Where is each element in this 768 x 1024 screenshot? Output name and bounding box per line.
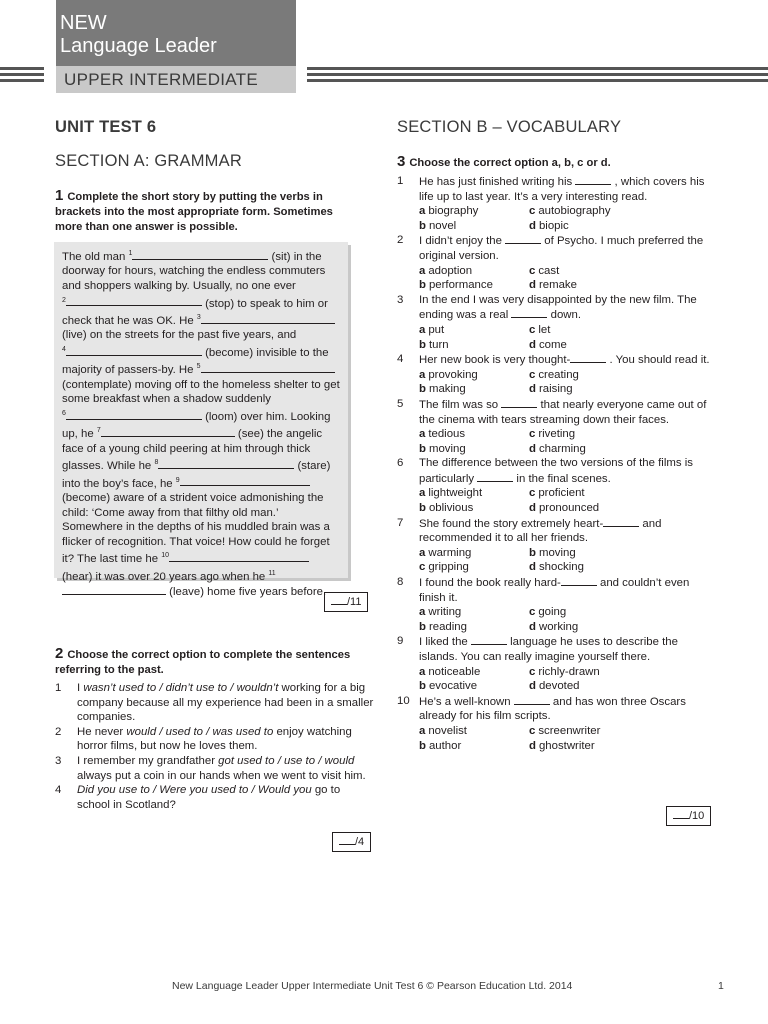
option-text: pronounced xyxy=(538,502,600,515)
question-text-pre: He never xyxy=(77,725,127,738)
question-body xyxy=(419,575,717,634)
story-text: (become) invisible to the majority of passers-by. He xyxy=(62,346,329,377)
question-text-pre: I didn’t enjoy the xyxy=(419,235,506,248)
option-text: richly-drawn xyxy=(538,665,600,678)
gap-number: 5 xyxy=(196,363,201,371)
question-text-pre: She found the story extremely heart- xyxy=(419,517,604,530)
option-text: noticeable xyxy=(428,665,481,678)
question-item xyxy=(397,575,717,634)
answer-blank[interactable] xyxy=(501,397,537,408)
question-number: 3 xyxy=(397,293,404,306)
option-c[interactable] xyxy=(529,323,639,338)
question-number: 6 xyxy=(397,457,404,470)
option-letter: d xyxy=(529,383,536,396)
option-text: adoption xyxy=(428,264,473,277)
gap-4-blank[interactable] xyxy=(66,345,202,356)
option-text: moving xyxy=(428,442,466,455)
option-b[interactable] xyxy=(419,501,529,516)
option-letter: d xyxy=(529,739,536,752)
brand-logo xyxy=(56,0,296,66)
question-body xyxy=(419,694,717,753)
question-text xyxy=(419,516,717,546)
exercise-3-score-box xyxy=(666,806,711,826)
option-c[interactable] xyxy=(529,486,639,501)
option-letter: b xyxy=(529,546,536,559)
question-body xyxy=(419,516,717,575)
question-text-post: always put a coin in our hands when we went to visit him. xyxy=(77,769,366,782)
option-letter: b xyxy=(419,338,426,351)
option-c[interactable] xyxy=(529,665,639,680)
option-letter: b xyxy=(419,620,426,633)
option-c[interactable] xyxy=(529,605,639,620)
story-text: (leave) home five years before. xyxy=(166,586,327,599)
option-a[interactable] xyxy=(419,204,529,219)
story-text: (contemplate) moving off to the homeless shelter to get some breakfast when a shadow suddenly xyxy=(62,378,340,406)
story-text: (see) the angelic face of a young child peering at him through thick glasses. While he xyxy=(62,428,323,473)
question-text xyxy=(419,233,717,263)
option-a[interactable] xyxy=(419,368,529,383)
option-text: remake xyxy=(538,279,577,292)
gap-number: 1 xyxy=(128,250,133,257)
question-text-pre: I xyxy=(77,682,84,694)
option-a[interactable] xyxy=(419,323,529,338)
option-text: ghostwriter xyxy=(538,739,595,752)
exercise-2-instruction xyxy=(55,646,360,678)
gap-9-blank[interactable] xyxy=(180,475,310,486)
answer-blank[interactable] xyxy=(505,233,541,244)
option-d[interactable] xyxy=(529,382,639,397)
gap-number: 7 xyxy=(96,427,101,435)
option-a[interactable] xyxy=(419,665,529,680)
question-number: 2 xyxy=(397,234,404,247)
question-text-pre: He has just finished writing his xyxy=(419,176,576,188)
exercise-1-instruction xyxy=(55,188,360,235)
question-body xyxy=(419,293,717,352)
question-text-post: in the final scenes. xyxy=(513,472,611,485)
story-text: (stare) into the boy’s face, he xyxy=(62,460,331,490)
story-box xyxy=(54,242,348,599)
question-text xyxy=(77,682,373,723)
option-letter: c xyxy=(529,606,536,619)
option-b[interactable] xyxy=(419,278,529,293)
option-a[interactable] xyxy=(419,264,529,279)
story-text: The old man xyxy=(62,250,129,263)
option-b[interactable] xyxy=(419,338,529,353)
gap-number: 4 xyxy=(62,345,66,353)
question-item xyxy=(397,456,717,515)
story-text: (hear) it was over 20 years ago when he xyxy=(62,570,269,583)
question-text-post: and recommended it to all her friends. xyxy=(419,517,662,545)
story-text: (stop) to speak to him or check that he was OK. He xyxy=(62,297,328,327)
question-text-pre: He’s a well-known xyxy=(419,695,514,708)
exercise-2-instruction-text: Choose the correct option to complete the sentences referring to the past. xyxy=(55,649,351,676)
option-b[interactable] xyxy=(419,442,529,457)
question-text-post: of Psycho. I much preferred the original version. xyxy=(419,235,704,262)
question-body xyxy=(419,174,717,233)
answer-options[interactable]: would / used to / was used to xyxy=(126,725,274,738)
option-d[interactable] xyxy=(529,620,639,635)
section-b-title: SECTION B – VOCABULARY xyxy=(397,118,622,136)
exercise-3-score: /10 xyxy=(689,810,705,822)
exercise-3-list xyxy=(397,174,717,753)
question-item xyxy=(397,174,717,233)
score-blank xyxy=(339,834,355,845)
option-text: devoted xyxy=(538,680,580,693)
question-item xyxy=(397,233,717,292)
option-d[interactable] xyxy=(529,278,639,293)
page-number: 1 xyxy=(718,980,724,992)
option-a[interactable] xyxy=(419,427,529,442)
gap-3-blank[interactable] xyxy=(201,313,335,324)
option-letter: a xyxy=(419,665,426,678)
exercise-1-score-box xyxy=(324,592,368,612)
question-item xyxy=(55,754,375,783)
question-item xyxy=(397,694,717,753)
option-b[interactable] xyxy=(419,620,529,635)
question-text-post: working for a big company because all my experience had been in a smaller companies. xyxy=(77,682,374,724)
question-text-post: , which covers his life up to last year. It’s a very interesting read. xyxy=(419,176,705,203)
gap-8-blank[interactable] xyxy=(158,458,294,469)
question-text xyxy=(77,784,340,811)
option-letter: b xyxy=(419,739,426,752)
option-d[interactable] xyxy=(529,338,639,353)
answer-blank[interactable] xyxy=(603,516,639,527)
answer-options[interactable]: got used to / use to / would xyxy=(218,754,355,767)
option-c[interactable] xyxy=(529,427,639,442)
option-text: evocative xyxy=(428,680,478,693)
answer-blank[interactable] xyxy=(471,634,507,645)
question-text-pre: I liked the xyxy=(419,636,471,649)
gap-number: 11 xyxy=(268,569,276,577)
option-text: autobiography xyxy=(538,205,611,218)
option-text: making xyxy=(428,383,466,396)
option-text: going xyxy=(538,606,567,619)
option-letter: d xyxy=(529,561,536,574)
option-letter: d xyxy=(529,620,536,633)
option-letter: a xyxy=(419,205,426,218)
option-text: oblivious xyxy=(428,502,474,515)
gap-number: 8 xyxy=(154,459,159,467)
question-item xyxy=(55,725,375,754)
question-body xyxy=(419,634,717,693)
option-text: creating xyxy=(538,368,579,381)
option-letter: a xyxy=(419,368,426,381)
option-letter: a xyxy=(419,606,426,619)
option-d[interactable] xyxy=(529,560,639,575)
gap-11-blank[interactable] xyxy=(62,584,166,595)
option-letter: d xyxy=(529,279,536,292)
option-text: lightweight xyxy=(428,487,483,500)
gap-7-blank[interactable] xyxy=(101,426,235,437)
question-number: 8 xyxy=(397,576,404,589)
score-blank xyxy=(331,594,347,605)
option-grid xyxy=(419,486,717,515)
story-text: (live) on the streets for the past five years, and xyxy=(62,329,297,342)
option-letter: c xyxy=(529,724,536,737)
exercise-2-score-box xyxy=(332,832,371,852)
exercise-2-number: 2 xyxy=(55,645,64,662)
option-text: riveting xyxy=(538,428,576,441)
question-text xyxy=(77,755,366,782)
option-b[interactable] xyxy=(419,219,529,234)
option-letter: b xyxy=(419,502,426,515)
question-number: 7 xyxy=(397,516,404,529)
option-letter: c xyxy=(529,665,536,678)
option-text: working xyxy=(538,620,579,633)
header-stripes-right xyxy=(307,67,768,85)
option-text: screenwriter xyxy=(538,724,601,737)
question-body xyxy=(419,352,717,397)
answer-options[interactable]: Did you use to / Were you used to / Would you xyxy=(77,784,312,797)
option-letter: b xyxy=(419,442,426,455)
question-text xyxy=(419,456,717,486)
option-text: put xyxy=(428,323,445,336)
option-grid xyxy=(419,724,717,753)
option-a[interactable] xyxy=(419,605,529,620)
option-letter: b xyxy=(419,383,426,396)
question-text xyxy=(419,575,717,605)
story-text: (loom) over him. Looking up, he xyxy=(62,410,331,441)
answer-blank[interactable] xyxy=(575,174,611,185)
option-text: proficient xyxy=(538,487,585,500)
option-b[interactable] xyxy=(419,679,529,694)
option-text: cast xyxy=(538,264,560,277)
option-letter: b xyxy=(419,680,426,693)
question-text xyxy=(419,352,717,368)
question-number: 9 xyxy=(397,635,404,648)
option-text: warming xyxy=(428,546,472,559)
option-d[interactable] xyxy=(529,442,639,457)
option-letter: d xyxy=(529,338,536,351)
exercise-2-list xyxy=(55,681,375,812)
option-text: moving xyxy=(538,546,576,559)
option-text: author xyxy=(428,739,462,752)
exercise-2-score: /4 xyxy=(355,836,365,848)
question-text xyxy=(77,726,352,753)
answer-blank[interactable] xyxy=(514,694,550,705)
question-text-pre: The film was so xyxy=(419,398,502,411)
option-a[interactable] xyxy=(419,724,529,739)
option-d[interactable] xyxy=(529,501,639,516)
gap-2-blank[interactable] xyxy=(66,295,202,306)
exercise-1-instruction-text: Complete the short story by putting the verbs in brackets into the most appropriate form. Sometimes more than one answer is possible. xyxy=(55,191,333,233)
question-text xyxy=(419,397,717,427)
option-letter: a xyxy=(419,428,426,441)
option-letter: c xyxy=(529,323,536,336)
option-grid xyxy=(419,427,717,456)
score-blank xyxy=(673,808,689,819)
exercise-1-score: /11 xyxy=(347,596,362,608)
option-grid xyxy=(419,264,717,293)
option-grid xyxy=(419,368,717,397)
answer-blank[interactable] xyxy=(570,352,606,363)
question-body xyxy=(419,456,717,515)
gap-6-blank[interactable] xyxy=(66,409,202,420)
question-text xyxy=(419,174,717,204)
question-text-pre: Her new book is very thought- xyxy=(419,354,571,367)
question-text-post: go to school in Scotland? xyxy=(77,784,341,811)
option-text: provoking xyxy=(428,368,478,381)
question-text-post: and has won three Oscars already for his film scripts. xyxy=(419,695,686,723)
question-number: 4 xyxy=(55,784,62,797)
option-letter: d xyxy=(529,219,536,232)
question-item xyxy=(397,397,717,456)
question-text xyxy=(419,694,717,724)
option-a[interactable] xyxy=(419,486,529,501)
option-text: tedious xyxy=(428,428,466,441)
option-a[interactable] xyxy=(419,546,529,561)
question-number: 10 xyxy=(397,694,410,707)
question-text-post: that nearly everyone came out of the cinema with tears streaming down their faces. xyxy=(419,398,707,426)
option-text: charming xyxy=(538,442,586,455)
question-text xyxy=(419,293,717,323)
question-number: 5 xyxy=(397,397,404,410)
question-item xyxy=(55,783,375,812)
option-letter: d xyxy=(529,442,536,455)
option-letter: c xyxy=(529,368,536,381)
exercise-3-number: 3 xyxy=(397,153,406,170)
option-c[interactable] xyxy=(529,724,639,739)
answer-blank[interactable] xyxy=(477,471,513,482)
option-text: novel xyxy=(428,219,457,232)
question-text-post: language he uses to describe the islands. You can really imagine yourself there. xyxy=(419,636,678,663)
gap-1-blank[interactable] xyxy=(132,249,268,260)
brand-line-1: NEW xyxy=(60,12,107,34)
option-text: writing xyxy=(428,606,462,619)
exercise-3-instruction-text: Choose the correct option a, b, c or d. xyxy=(409,157,611,169)
option-letter: c xyxy=(419,561,426,574)
option-b[interactable] xyxy=(529,546,639,561)
gap-number: 10 xyxy=(161,552,169,560)
option-letter: a xyxy=(419,323,426,336)
option-text: novelist xyxy=(428,724,467,737)
option-text: shocking xyxy=(538,561,584,574)
question-number: 1 xyxy=(397,175,404,187)
option-c[interactable] xyxy=(529,204,639,219)
option-letter: a xyxy=(419,724,426,737)
gap-number: 9 xyxy=(175,476,180,484)
exercise-3-instruction xyxy=(397,154,727,171)
option-grid xyxy=(419,204,717,233)
option-letter: c xyxy=(529,487,536,500)
option-letter: c xyxy=(529,428,536,441)
question-text-pre: The difference between the two versions of the films is particularly xyxy=(419,457,693,485)
question-text-post: enjoy watching horror films, but now he loves them. xyxy=(77,725,352,753)
option-letter: b xyxy=(419,219,426,232)
option-c[interactable] xyxy=(529,264,639,279)
option-grid xyxy=(419,665,717,694)
question-text xyxy=(419,634,717,664)
question-item xyxy=(55,681,375,725)
option-letter: a xyxy=(419,546,426,559)
option-text: biography xyxy=(428,205,479,218)
question-item xyxy=(397,293,717,352)
option-text: let xyxy=(538,323,551,336)
option-grid xyxy=(419,546,717,575)
question-number: 4 xyxy=(397,353,404,366)
gap-number: 3 xyxy=(196,313,201,321)
option-letter: c xyxy=(529,264,536,277)
question-text-post: . You should read it. xyxy=(606,354,710,367)
question-item xyxy=(397,634,717,693)
question-body xyxy=(419,397,717,456)
option-b[interactable] xyxy=(419,382,529,397)
question-text-post: and couldn’t even finish it. xyxy=(419,577,690,604)
answer-blank[interactable] xyxy=(561,575,597,586)
question-body xyxy=(419,233,717,292)
option-b[interactable] xyxy=(419,739,529,754)
option-grid xyxy=(419,323,717,352)
gap-number: 2 xyxy=(62,296,66,304)
option-letter: d xyxy=(529,502,536,515)
option-d[interactable] xyxy=(529,739,639,754)
option-grid xyxy=(419,605,717,634)
option-d[interactable] xyxy=(529,219,639,234)
section-a-title: SECTION A: GRAMMAR xyxy=(55,152,242,170)
question-text-pre: I remember my grandfather xyxy=(77,754,219,767)
answer-blank[interactable] xyxy=(511,307,547,318)
question-number: 1 xyxy=(55,682,62,694)
option-c[interactable] xyxy=(529,368,639,383)
option-text: gripping xyxy=(428,561,469,574)
question-number: 3 xyxy=(55,754,62,767)
option-letter: a xyxy=(419,264,426,277)
option-text: come xyxy=(538,338,567,351)
option-letter: c xyxy=(529,205,536,218)
option-letter: a xyxy=(419,487,426,500)
header-stripes-left xyxy=(0,67,44,85)
footer-copyright: New Language Leader Upper Intermediate Unit Test 6 © Pearson Education Ltd. 2014 xyxy=(172,980,573,992)
option-d[interactable] xyxy=(529,679,639,694)
question-text-pre: I found the book really hard- xyxy=(419,577,561,590)
option-c[interactable] xyxy=(419,560,529,575)
question-item xyxy=(397,352,717,397)
question-number: 2 xyxy=(55,725,62,738)
level-label: UPPER INTERMEDIATE xyxy=(56,66,296,93)
option-letter: b xyxy=(419,279,426,292)
option-text: reading xyxy=(428,620,467,633)
question-item xyxy=(397,516,717,575)
story-text: (become) aware of a strident voice admonishing the child: ‘Come away from that filthy old man.’ Somewhere in the depths of his muddled brain was a flicker of recognition. That voice! How could he forget it? The last time he xyxy=(62,492,330,566)
question-text-pre: In the end I was very disappointed by the new film. The ending was a real xyxy=(419,293,697,322)
brand-line-2: Language Leader xyxy=(60,35,217,57)
option-text: biopic xyxy=(538,219,569,232)
question-text-post: down. xyxy=(547,309,582,322)
unit-title: UNIT TEST 6 xyxy=(55,118,157,136)
option-text: turn xyxy=(428,338,449,351)
gap-10-blank[interactable] xyxy=(169,551,309,562)
story-text: (sit) in the doorway for hours, watching the endless commuters and shoppers walking by. Usually, no one ever xyxy=(62,250,326,292)
option-letter: d xyxy=(529,680,536,693)
gap-5-blank[interactable] xyxy=(201,362,335,373)
exercise-1-number: 1 xyxy=(55,187,64,204)
option-text: performance xyxy=(428,279,493,292)
gap-number: 6 xyxy=(62,409,66,417)
answer-options[interactable]: wasn’t used to / didn’t use to / wouldn’t xyxy=(83,682,279,694)
option-text: raising xyxy=(538,383,573,396)
